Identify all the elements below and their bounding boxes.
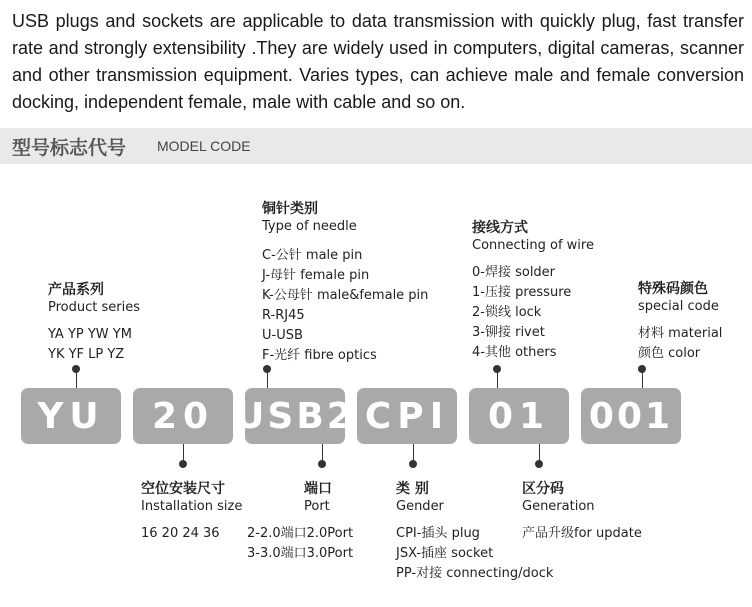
label-port [247,480,353,564]
code-box-special: 001 [581,388,681,444]
wire-item: 2-锁线 lock [472,305,542,320]
connector-line [76,369,77,388]
generation-subtitle: Generation [522,499,595,514]
label-special [638,280,722,364]
wire-item: 1-压接 pressure [472,285,572,300]
code-box-needle-port: USB2 [245,388,345,444]
special-item: 材料 material [638,326,723,341]
connector-dot [409,460,417,468]
label-generation [522,480,642,544]
code-box-gender: CPI [357,388,457,444]
connector-line [497,369,498,388]
needle-item: R-RJ45 [262,308,305,323]
wire-item: 4-其他 others [472,345,557,360]
gender-title: 类 别 [396,481,429,497]
product-series-subtitle: Product series [48,300,140,315]
generation-item: 产品升级for update [522,526,642,541]
needle-item: J-母针 female pin [262,268,370,283]
special-subtitle: special code [638,299,719,314]
section-title-cn: 型号标志代号 [12,137,127,159]
gender-subtitle: Gender [396,499,444,514]
needle-item: F-光纤 fibre optics [262,348,377,363]
gender-item: PP-对接 connecting/dock [396,566,554,581]
connector-dot [179,460,187,468]
wire-item: 3-铆接 rivet [472,325,545,340]
connector-line [642,369,643,388]
code-box-series: YU [21,388,121,444]
intro-paragraph: USB plugs and sockets are applicable to data transmission with quickly plug, fast transfer rate and strongly extensibility .They are widely used in computers, digital cameras, scanner and other transmission equipment. Varies types, can achieve male and female conversion docking, independent female, male with cable and so on. [12,11,744,112]
connector-dot [318,460,326,468]
installation-item: 16 20 24 36 [141,526,220,541]
code-box-installation: 20 [133,388,233,444]
connector-dot [535,460,543,468]
section-title-en: MODEL CODE [157,138,251,154]
label-installation [141,480,242,544]
needle-item: C-公针 male pin [262,248,363,263]
wire-item: 0-焊接 solder [472,265,556,280]
port-item: 3-3.0端口3.0Port [247,546,354,561]
needle-title: 铜针类别 [262,201,318,217]
port-subtitle: Port [304,499,330,514]
label-wire [472,219,594,363]
port-title: 端口 [304,481,332,497]
product-series-item: YA YP YW YM [48,327,132,342]
special-item: 颜色 color [638,346,701,361]
connector-line [267,369,268,388]
product-series-title: 产品系列 [48,282,104,298]
generation-title: 区分码 [522,481,564,497]
section-header [0,128,752,164]
special-title: 特殊码颜色 [638,281,708,297]
gender-item: JSX-插座 socket [396,546,494,561]
product-series-item: YK YF LP YZ [48,347,125,362]
port-item: 2-2.0端口2.0Port [247,526,354,541]
needle-subtitle: Type of needle [262,219,357,234]
wire-title: 接线方式 [472,220,528,236]
needle-item: U-USB [262,328,303,343]
code-box-wire-generation: 01 [469,388,569,444]
wire-subtitle: Connecting of wire [472,238,594,253]
gender-item: CPI-插头 plug [396,526,480,541]
installation-title: 空位安装尺寸 [141,481,225,497]
label-needle [262,200,428,366]
label-product-series [48,281,140,365]
installation-subtitle: Installation size [141,499,243,514]
needle-item: K-公母针 male&female pin [262,288,429,303]
